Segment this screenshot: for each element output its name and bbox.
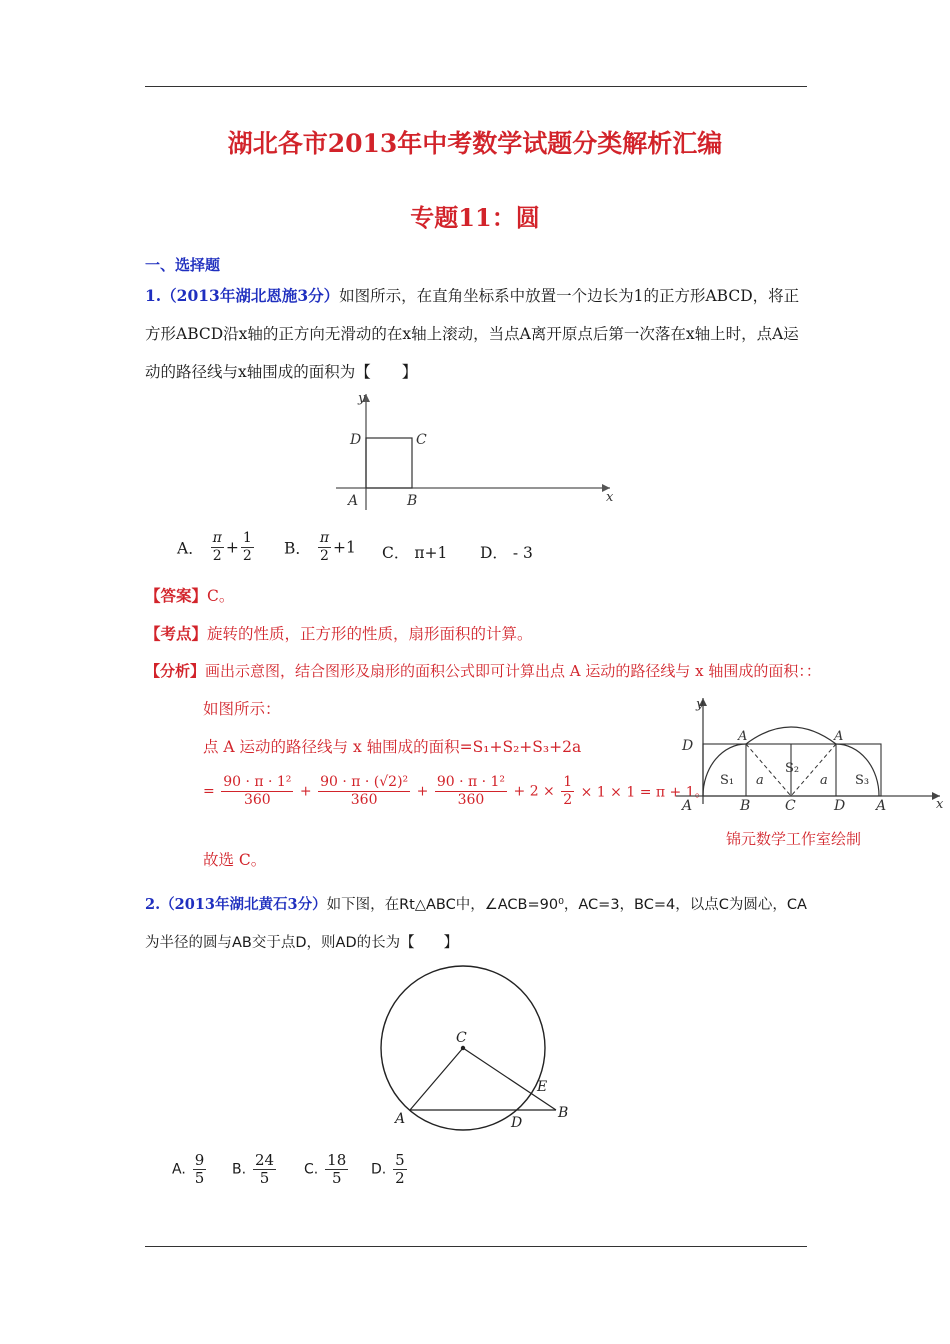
q1-fig-y: y (358, 391, 366, 406)
formula-half-den: 2 (563, 792, 573, 808)
q1-text (145, 277, 810, 391)
q1-fig-C: C (416, 432, 427, 448)
q2-option-c (304, 1152, 350, 1187)
q2-fig-B: B (558, 1105, 569, 1121)
formula-f3-den: 360 (457, 792, 485, 808)
q1-fig-A: A (348, 493, 359, 509)
q1-option-c-text: π+1 (414, 544, 448, 562)
q2-fig-E: E (537, 1079, 548, 1095)
fig2-S3: S₃ (855, 773, 870, 788)
q2-a-den: 5 (194, 1169, 205, 1187)
q2-c-num: 18 (327, 1151, 347, 1169)
formula-two: + 2 × (513, 783, 555, 800)
q1-b-num: π (319, 530, 330, 546)
q1-point (145, 622, 533, 644)
fig2-a2: a (820, 773, 828, 788)
q1-a-den2: 2 (242, 548, 252, 564)
page-subtitle: 专题11：圆 (410, 203, 540, 232)
q1-option-b (284, 530, 356, 565)
q1-a-den1: 2 (212, 548, 222, 564)
fig2-y: y (696, 697, 704, 712)
q1-a-num2: 1 (242, 530, 252, 546)
q1-answer (145, 584, 234, 606)
q1-option-b-label: B． (284, 539, 311, 558)
q1-figure (330, 388, 620, 513)
q1-option-d-label: D． (480, 544, 508, 562)
formula-f2-den: 360 (350, 792, 378, 808)
q1-analysis-line1: 如图所示： (203, 700, 281, 718)
q2-b-den: 5 (259, 1169, 270, 1187)
fig2-A4: A (876, 798, 887, 814)
q2-option-b (232, 1152, 278, 1187)
q1-a-num1: π (212, 530, 222, 546)
q1-option-a-label: A． (177, 539, 204, 558)
fig2-D2: D (834, 798, 846, 814)
page-title: 湖北各市2013年中考数学试题分类解析汇编 (227, 129, 723, 158)
fig2-caption: 锦元数学工作室绘制 (726, 830, 862, 848)
top-rule (145, 86, 807, 87)
q2-fig-C: C (456, 1030, 467, 1046)
q2-option-b-label: B. (232, 1161, 247, 1178)
formula-eq: = (203, 783, 215, 800)
q2-text (145, 886, 810, 962)
fig2-A1: A (738, 729, 748, 744)
q2-b-num: 24 (255, 1151, 275, 1169)
fig2-S1: S₁ (720, 773, 735, 788)
formula-plus1: + (299, 783, 312, 800)
q2-tag: 2.（2013年湖北黄石3分） (145, 896, 327, 913)
q1-option-a (177, 530, 256, 565)
q2-fig-A: A (395, 1111, 406, 1127)
formula-f1-den: 360 (243, 792, 271, 808)
q1-analysis-text: 画出示意图，结合图形及扇形的面积公式即可计算出点 A 运动的路径线与 x 轴围成的面积：： (205, 662, 821, 680)
q2-d-den: 2 (395, 1169, 405, 1187)
q1-formula (203, 774, 709, 809)
q1-point-text: 旋转的性质，正方形的性质，扇形面积的计算。 (207, 625, 533, 643)
q1-option-d (480, 541, 533, 563)
q1-fig-D: D (350, 432, 362, 448)
fig2-S2: S₂ (785, 761, 800, 776)
q1-fig-B: B (407, 493, 418, 509)
q2-body: 如下图，在Rt△ABC中，∠ACB=90⁰，AC=3，BC=4，以点C为圆心，CA为半径的圆与AB交于点D，则AD的长为【 】 (145, 897, 807, 951)
q2-option-a-label: A. (172, 1161, 186, 1178)
formula-f3-num: 90 · π · 1² (436, 774, 506, 790)
fig2-A2: A (834, 729, 844, 744)
fig2-D: D (682, 738, 694, 754)
formula-f2-num: 90 · π · (√2)² (320, 774, 409, 790)
q1-fig-x: x (606, 490, 614, 505)
bottom-rule (145, 1246, 807, 1247)
q1-tag: 1.（2013年湖北恩施3分） (145, 286, 340, 305)
q2-a-num: 9 (194, 1151, 205, 1169)
q1-answer-text: C。 (207, 587, 235, 605)
fig2-A3: A (682, 798, 693, 814)
section-heading: 一、选择题 (145, 256, 221, 274)
formula-half-num: 1 (563, 774, 573, 790)
formula-plus2: + (416, 783, 429, 800)
q1-analysis-tag: 【分析】 (145, 662, 206, 680)
fig2-a1: a (756, 773, 764, 788)
fig2-x: x (936, 797, 944, 812)
formula-tail: × 1 × 1 = π + 1。 (580, 784, 709, 801)
q2-option-a (172, 1152, 208, 1187)
q2-option-d (371, 1152, 409, 1187)
q1-option-c-label: C． (382, 544, 410, 562)
q1-b-rest: +1 (333, 538, 356, 557)
fig2-B: B (740, 798, 751, 814)
q2-d-num: 5 (395, 1151, 405, 1169)
q2-figure (370, 965, 580, 1135)
q1-analysis-line4: 故选 C。 (203, 851, 267, 869)
q1-option-c (382, 541, 447, 563)
q1-analysis-line2: 点 A 运动的路径线与 x 轴围成的面积=S₁+S₂+S₃+2a (203, 738, 582, 756)
q2-option-d-label: D. (371, 1161, 387, 1178)
q2-c-den: 5 (331, 1169, 342, 1187)
q1-option-d-text: - 3 (512, 544, 533, 562)
fig2-C: C (785, 798, 796, 814)
q2-option-c-label: C. (304, 1161, 319, 1178)
q1-body: 如图所示，在直角坐标系中放置一个边长为1的正方形ABCD，将正方形ABCD沿x轴的正方向无滑动的在x轴上滚动，当点A离开原点后第一次落在x轴上时，点A运动的路径线与x轴围成的面积为【 】 (145, 287, 800, 381)
q2-fig-D: D (511, 1115, 523, 1131)
q1-analysis (145, 660, 821, 681)
formula-f1-num: 90 · π · 1² (223, 774, 292, 790)
q1-point-tag: 【考点】 (145, 624, 208, 643)
q1-b-den: 2 (319, 548, 329, 564)
q1-analysis-figure (668, 692, 948, 852)
q1-a-plus: + (225, 538, 239, 557)
q1-answer-tag: 【答案】 (145, 586, 208, 605)
